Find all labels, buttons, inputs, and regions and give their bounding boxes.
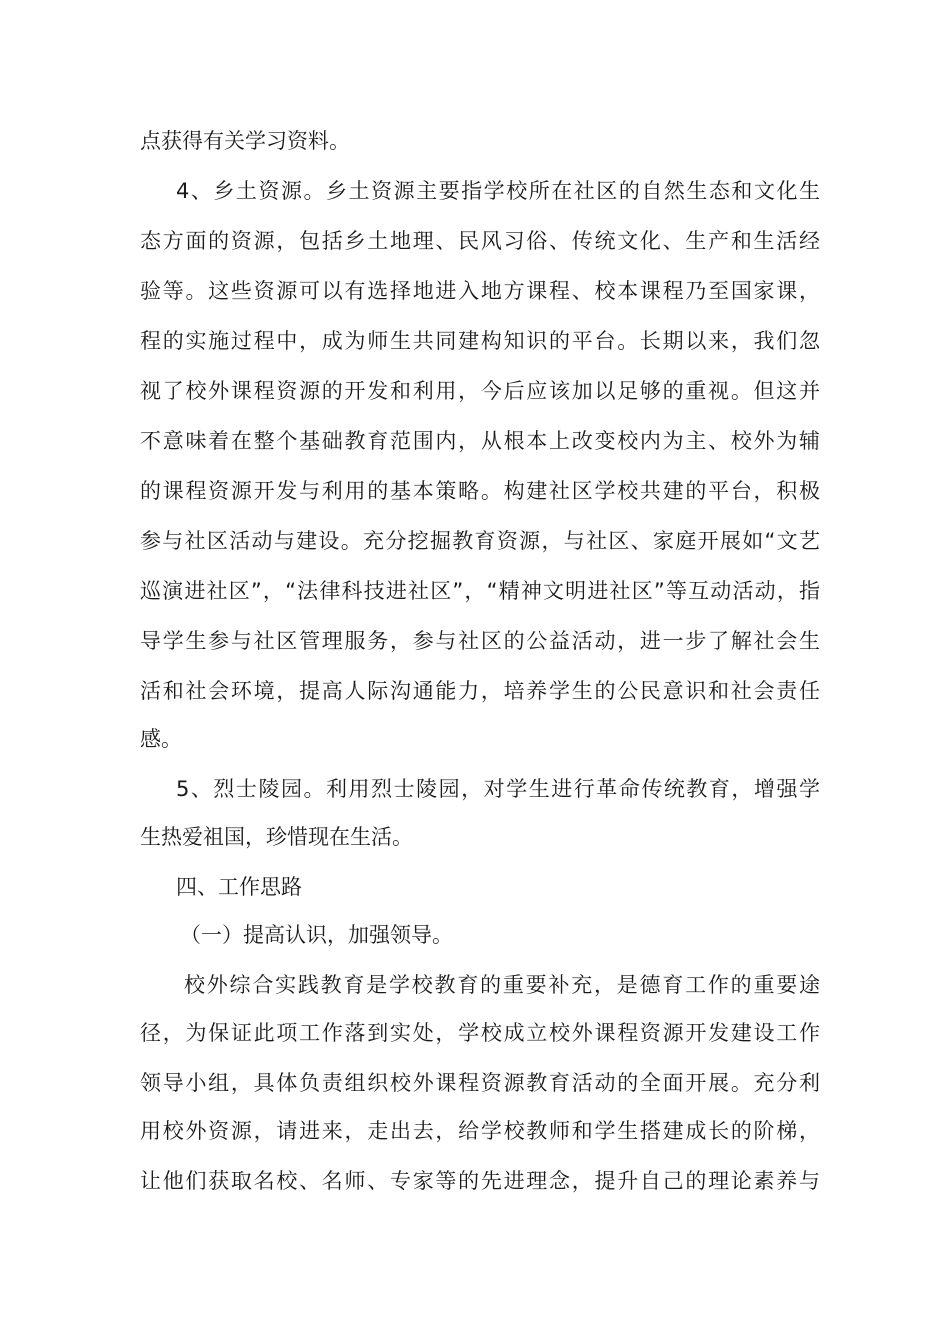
paragraph-line: 4、乡土资源。乡土资源主要指学校所在社区的自然生态和文化生 (176, 179, 820, 203)
paragraph-line: 导学生参与社区管理服务，参与社区的公益活动，进一步了解社会生 (140, 629, 820, 653)
paragraph-line: 验等。这些资源可以有选择地进入地方课程、校本课程乃至国家课， (140, 279, 820, 303)
paragraph-line: 视了校外课程资源的开发和利用，今后应该加以足够的重视。但这并 (140, 379, 820, 403)
paragraph-line: 态方面的资源，包括乡土地理、民风习俗、传统文化、生产和生活经 (140, 229, 820, 253)
section-heading: 四、工作思路 (176, 875, 302, 899)
paragraph-line: 校外综合实践教育是学校教育的重要补充，是德育工作的重要途 (184, 973, 820, 997)
paragraph-line: 径，为保证此项工作落到实处，学校成立校外课程资源开发建设工作 (140, 1021, 820, 1045)
paragraph-line: 巡演进社区”，“法律科技进社区”，“精神文明进社区”等互动活动，指 (140, 579, 820, 603)
paragraph-line: 参与社区活动与建设。充分挖掘教育资源，与社区、家庭开展如“文艺 (140, 529, 820, 553)
paragraph-line: 的课程资源开发与利用的基本策略。构建社区学校共建的平台，积极 (140, 479, 820, 503)
paragraph-line: 生热爱祖国，珍惜现在生活。 (140, 825, 413, 849)
subsection-heading: （一）提高认识，加强领导。 (180, 923, 453, 947)
paragraph-line: 用校外资源，请进来，走出去，给学校教师和学生搭建成长的阶梯， (140, 1119, 820, 1143)
paragraph-line: 让他们获取名校、名师、专家等的先进理念，提升自己的理论素养与 (140, 1169, 820, 1193)
paragraph-line: 领导小组，具体负责组织校外课程资源教育活动的全面开展。充分利 (140, 1071, 820, 1095)
paragraph-line: 程的实施过程中，成为师生共同建构知识的平台。长期以来，我们忽 (140, 329, 820, 353)
paragraph-line: 不意味着在整个基础教育范围内，从根本上改变校内为主、校外为辅 (140, 429, 820, 453)
paragraph-line: 5、烈士陵园。利用烈士陵园，对学生进行革命传统教育，增强学 (176, 777, 820, 801)
paragraph-line: 点获得有关学习资料。 (140, 129, 350, 153)
paragraph-line: 活和社会环境，提高人际沟通能力，培养学生的公民意识和社会责任 (140, 679, 820, 703)
paragraph-line: 感。 (140, 727, 182, 751)
